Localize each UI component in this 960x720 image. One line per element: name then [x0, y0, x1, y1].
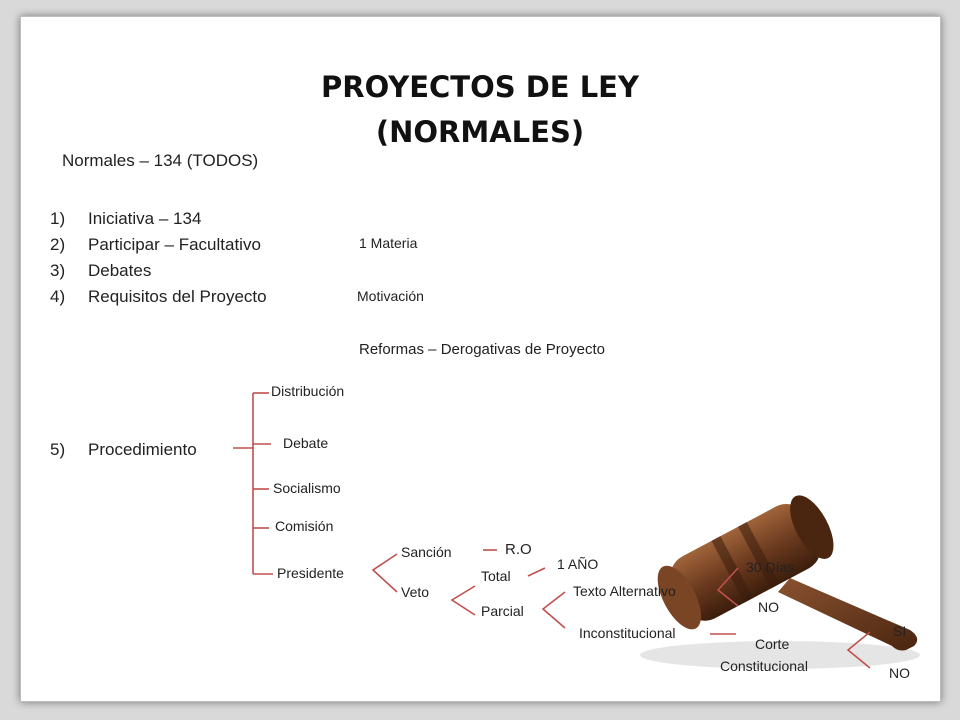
node-sancion: Sanción: [401, 544, 452, 560]
node-texto-alternativo: Texto Alternativo: [573, 583, 676, 599]
node-veto: Veto: [401, 584, 430, 600]
page-title: PROYECTOS DE LEY: [321, 70, 639, 104]
step-debate: Debate: [283, 435, 329, 451]
list-item-text: Requisitos del Proyecto: [88, 287, 267, 306]
node-no: NO: [758, 599, 779, 615]
node-si: SI: [893, 623, 907, 639]
list-item: 4): [50, 287, 66, 306]
node-constitucional: Constitucional: [720, 658, 808, 674]
step-comision: Comisión: [275, 518, 334, 534]
step-distribucion: Distribución: [271, 383, 345, 399]
list-item-text: Participar – Facultativo: [88, 235, 261, 254]
step-presidente: Presidente: [277, 565, 344, 581]
subtitle: Normales – 134 (TODOS): [62, 151, 259, 170]
node-ro: R.O: [505, 541, 532, 558]
list-item-text: Iniciativa – 134: [88, 209, 202, 228]
list-item: 2): [50, 235, 66, 254]
step-socialismo: Socialismo: [273, 480, 341, 496]
node-inconstitucional: Inconstitucional: [579, 625, 676, 641]
list-item: 3): [50, 261, 66, 280]
list-item: 1): [50, 209, 66, 228]
page-title-sub: (NORMALES): [375, 115, 585, 149]
note-motivacion: Motivación: [357, 288, 424, 304]
note-materia: 1 Materia: [359, 235, 418, 251]
node-un-anio: 1 AÑO: [557, 556, 599, 572]
node-corte: Corte: [755, 636, 790, 652]
node-30-dias: 30 Días: [746, 559, 795, 575]
note-reformas: Reformas – Derogativas de Proyecto: [359, 341, 605, 358]
node-total: Total: [481, 568, 511, 584]
list-item: 5): [50, 440, 66, 459]
list-item-text: Debates: [88, 261, 152, 280]
node-parcial: Parcial: [481, 603, 524, 619]
node-no-final: NO: [889, 665, 910, 681]
list-item-text: Procedimiento: [88, 440, 197, 459]
